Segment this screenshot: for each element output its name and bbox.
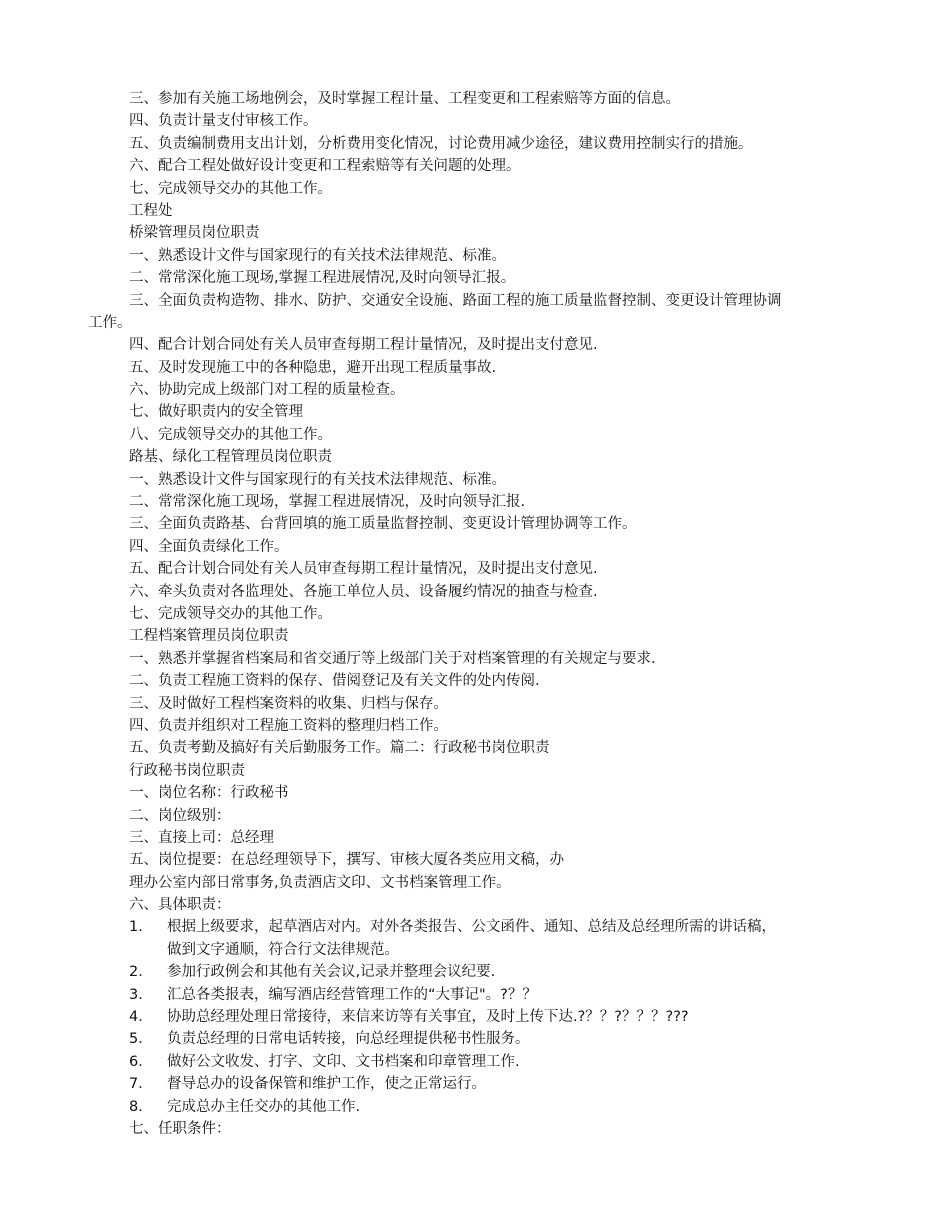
- section-heading: 桥梁管理员岗位职责: [129, 225, 260, 242]
- text-line: 六、具体职责：: [129, 897, 231, 914]
- text-line: 五、负责考勤及搞好有关后勤服务工作。篇二：行政秘书岗位职责: [129, 740, 550, 757]
- text-line: 一、岗位名称：行政秘书: [129, 785, 289, 802]
- text-line: 六、配合工程处做好设计变更和工程索赔等有关问题的处理。: [129, 158, 521, 175]
- item-number: 4．: [129, 1009, 153, 1026]
- text-line: 四、负责并组织对工程施工资料的整理归档工作。: [129, 717, 448, 734]
- text-line: 三、全面负责路基、台背回填的施工质量监督控制、变更设计管理协调等工作。: [129, 516, 637, 533]
- item-text: 汇总各类报表，编写酒店经营管理工作的“大事记"。?？？: [167, 986, 537, 1003]
- item-number: 5．: [129, 1031, 153, 1048]
- text-line: 三、直接上司：总经理: [129, 829, 274, 846]
- item-text: 督导总办的设备保管和维护工作，使之正常运行。: [167, 1076, 486, 1093]
- text-line: 四、负责计量支付审核工作。: [129, 113, 318, 130]
- text-line: 二、常常深化施工现场，掌握工程进展情况，及时向领导汇报.: [129, 494, 526, 511]
- text-line: 理办公室内部日常事务,负责酒店文印、文书档案管理工作。: [129, 874, 511, 891]
- text-line: 三、参加有关施工场地例会，及时掌握工程计量、工程变更和工程索赔等方面的信息。: [129, 91, 680, 107]
- text-line: 五、岗位提要：在总经理领导下，撰写、审核大厦各类应用文稿，办: [129, 852, 564, 869]
- text-line: 二、岗位级别：: [129, 807, 231, 824]
- text-line: 五、负责编制费用支出计划，分析费用变化情况，讨论费用减少途径，建议费用控制实行的措施。: [129, 135, 753, 152]
- item-number: 8．: [129, 1098, 153, 1115]
- item-text: 根据上级要求，起草酒店对内。对外各类报告、公文函件、通知、总结及总经理所需的讲话稿，: [167, 919, 776, 936]
- text-line: 六、牵头负责对各监理处、各施工单位人员、设备履约情况的抽查与检查.: [129, 583, 598, 600]
- numbered-item: [0, 1006, 950, 1028]
- numbered-item-continuation: 做到文字通顺，符合行文法律规范。: [167, 941, 399, 958]
- numbered-item: [0, 984, 950, 1006]
- section-heading: 工程处: [129, 202, 173, 219]
- item-text: 做好公文收发、打字、文印、文书档案和印章管理工作.: [167, 1053, 520, 1070]
- item-text: 完成总办主任交办的其他工作.: [167, 1098, 361, 1115]
- text-line: 三、全面负责构造物、排水、防护、交通安全设施、路面工程的施工质量监督控制、变更设计管理协调: [129, 292, 782, 309]
- section-heading: 路基、绿化工程管理员岗位职责: [129, 449, 332, 466]
- item-text: 负责总经理的日常电话转接，向总经理提供秘书性服务。: [167, 1031, 530, 1048]
- text-line: 七、完成领导交办的其他工作。: [129, 180, 332, 197]
- item-number: 7．: [129, 1076, 153, 1093]
- text-line: 七、完成领导交办的其他工作。: [129, 605, 332, 622]
- text-line: 一、熟悉设计文件与国家现行的有关技术法律规范、标准。: [129, 247, 506, 264]
- text-line: 四、全面负责绿化工作。: [129, 538, 289, 555]
- text-line: 三、及时做好工程档案资料的收集、归档与保存。: [129, 695, 448, 712]
- numbered-item: [0, 1073, 950, 1095]
- numbered-item: [0, 916, 950, 938]
- text-line: 四、配合计划合同处有关人员审查每期工程计量情况，及时提出支付意见.: [129, 337, 598, 354]
- numbered-item: [0, 1028, 950, 1050]
- text-line: 二、常常深化施工现场,掌握工程进展情况,及时向领导汇报。: [129, 270, 516, 287]
- numbered-item: [0, 1096, 950, 1118]
- text-line: 一、熟悉设计文件与国家现行的有关技术法律规范、标准。: [129, 471, 506, 488]
- text-line: 八、完成领导交办的其他工作。: [129, 426, 332, 443]
- item-number: 6．: [129, 1053, 153, 1070]
- section-heading: 行政秘书岗位职责: [129, 762, 245, 779]
- item-number: 1．: [129, 919, 153, 936]
- text-line: 七、任职条件：: [129, 1120, 231, 1137]
- text-line: 二、负责工程施工资料的保存、借阅登记及有关文件的处内传阅.: [129, 673, 540, 690]
- section-heading: 工程档案管理员岗位职责: [129, 628, 289, 645]
- text-line: 六、协助完成上级部门对工程的质量检查。: [129, 382, 405, 399]
- text-line: 五、及时发现施工中的各种隐患，避开出现工程质量事故.: [129, 359, 497, 376]
- document-body: [0, 88, 950, 1140]
- text-line: 七、做好职责内的安全管理: [129, 404, 303, 421]
- numbered-item: [0, 961, 950, 983]
- item-number: 3．: [129, 986, 153, 1003]
- text-line-continuation: 工作。: [88, 314, 132, 331]
- item-number: 2．: [129, 964, 153, 981]
- item-text: 协助总经理处理日常接待，来信来访等有关事宜，及时上传下达.?？？?？？？???: [167, 1009, 689, 1026]
- numbered-item: [0, 1051, 950, 1073]
- item-text: 参加行政例会和其他有关会议,记录并整理会议纪要.: [167, 964, 496, 981]
- text-line: 五、配合计划合同处有关人员审查每期工程计量情况，及时提出支付意见.: [129, 561, 598, 578]
- text-line: 一、熟悉并掌握省档案局和省交通厅等上级部门关于对档案管理的有关规定与要求.: [129, 650, 656, 667]
